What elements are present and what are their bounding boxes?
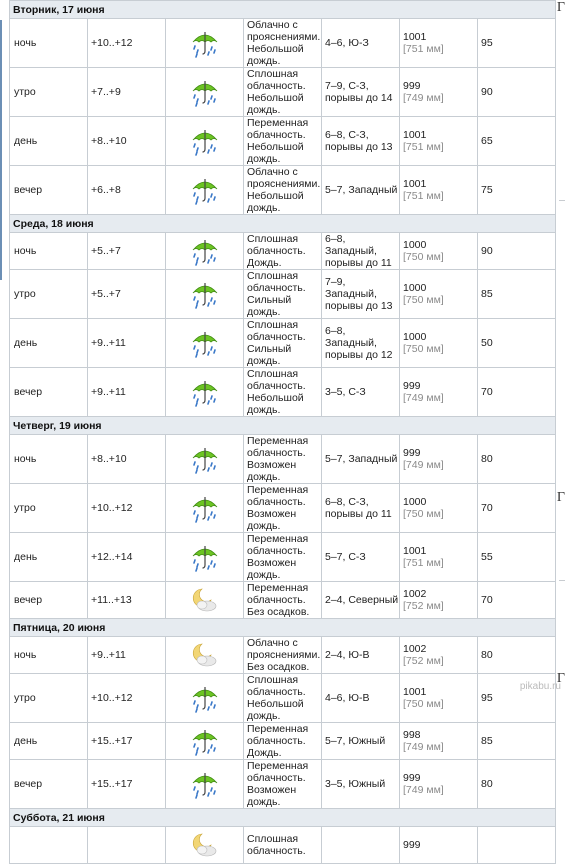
wind xyxy=(322,166,400,215)
wind xyxy=(322,760,400,809)
forecast-row xyxy=(10,582,556,619)
time-of-day: утро xyxy=(10,484,88,533)
pressure-mm: [749 мм] xyxy=(403,784,444,796)
wind-line-2: порывы до 11 xyxy=(325,508,392,520)
conditions-line-1: Облачно с прояснениями. xyxy=(247,637,321,661)
wind-line-1: 6–8, С-З, xyxy=(325,129,369,141)
conditions xyxy=(244,827,322,864)
pressure-mm: [749 мм] xyxy=(403,392,444,404)
forecast-row xyxy=(10,723,556,760)
temperature: +10..+12 xyxy=(88,19,166,68)
pressure-mm: [751 мм] xyxy=(403,557,444,569)
conditions-line-2: Небольшой дождь. xyxy=(247,190,304,214)
time-of-day: утро xyxy=(10,68,88,117)
wind xyxy=(322,674,400,723)
weather-icon-cell xyxy=(166,484,244,533)
temperature: +9..+11 xyxy=(88,319,166,368)
conditions-line-1: Сплошная облачность. xyxy=(247,833,306,857)
wind xyxy=(322,827,400,864)
temperature xyxy=(88,827,166,864)
umbrella-rain-icon xyxy=(166,769,243,799)
humidity: 55 xyxy=(478,533,556,582)
humidity xyxy=(478,827,556,864)
forecast-row xyxy=(10,484,556,533)
umbrella-rain-icon xyxy=(166,77,243,107)
forecast-row xyxy=(10,68,556,117)
humidity: 70 xyxy=(478,582,556,619)
temperature: +15..+17 xyxy=(88,760,166,809)
day-header-row xyxy=(10,215,556,233)
conditions xyxy=(244,533,322,582)
wind xyxy=(322,484,400,533)
humidity: 75 xyxy=(478,166,556,215)
conditions-line-1: Сплошная облачность. xyxy=(247,233,306,257)
time-of-day: ночь xyxy=(10,637,88,674)
wind-line-1: 5–7, Западный xyxy=(325,453,398,465)
wind-line-1: 3–5, Южный xyxy=(325,778,386,790)
conditions-line-2: Дождь. xyxy=(247,257,282,269)
forecast-row xyxy=(10,319,556,368)
umbrella-rain-icon xyxy=(166,28,243,58)
conditions-line-2: Возможен дождь. xyxy=(247,557,297,581)
conditions-line-2: Небольшой дождь. xyxy=(247,92,304,116)
forecast-row xyxy=(10,637,556,674)
conditions xyxy=(244,582,322,619)
conditions xyxy=(244,166,322,215)
time-of-day: ночь xyxy=(10,435,88,484)
conditions-line-2: Небольшой дождь. xyxy=(247,698,304,722)
left-scroll-indicator xyxy=(0,20,2,280)
side-divider xyxy=(559,200,565,201)
day-header-row xyxy=(10,417,556,435)
pressure-hpa: 1000 xyxy=(403,496,427,508)
watermark: pikabu.ru xyxy=(519,681,561,692)
day-header: Пятница, 20 июня xyxy=(10,619,556,637)
wind-line-1: 2–4, Северный xyxy=(325,594,399,606)
forecast-row xyxy=(10,760,556,809)
conditions-line-2: Без осадков. xyxy=(247,606,310,618)
wind-line-1: 6–8, Западный, xyxy=(325,233,377,257)
weather-icon-cell xyxy=(166,435,244,484)
humidity: 95 xyxy=(478,674,556,723)
edge-char: Г xyxy=(556,671,565,686)
conditions-line-2: Без осадков. xyxy=(247,661,310,673)
day-header-row xyxy=(10,809,556,827)
forecast-row xyxy=(10,827,556,864)
pressure-hpa: 1000 xyxy=(403,239,427,251)
humidity: 85 xyxy=(478,270,556,319)
conditions-line-2: Сильный дождь. xyxy=(247,343,292,367)
conditions xyxy=(244,484,322,533)
weather-icon-cell xyxy=(166,637,244,674)
conditions-line-1: Переменная облачность. xyxy=(247,533,309,557)
pressure xyxy=(400,68,478,117)
pressure-hpa: 999 xyxy=(403,80,421,92)
conditions-line-1: Сплошная облачность. xyxy=(247,68,306,92)
pressure-mm: [750 мм] xyxy=(403,508,444,520)
conditions xyxy=(244,723,322,760)
conditions-line-1: Сплошная облачность. xyxy=(247,270,306,294)
humidity: 65 xyxy=(478,117,556,166)
pressure xyxy=(400,233,478,270)
pressure-hpa: 1001 xyxy=(403,545,427,557)
weather-icon-cell xyxy=(166,319,244,368)
wind-line-1: 3–5, С-З xyxy=(325,386,366,398)
umbrella-rain-icon xyxy=(166,683,243,713)
temperature: +5..+7 xyxy=(88,233,166,270)
wind xyxy=(322,270,400,319)
conditions xyxy=(244,368,322,417)
temperature: +6..+8 xyxy=(88,166,166,215)
humidity: 70 xyxy=(478,368,556,417)
wind-line-1: 5–7, Западный xyxy=(325,184,398,196)
humidity: 80 xyxy=(478,760,556,809)
pressure-hpa: 999 xyxy=(403,772,421,784)
conditions-line-1: Облачно с прояснениями. xyxy=(247,166,321,190)
conditions xyxy=(244,637,322,674)
pressure-hpa: 1002 xyxy=(403,643,427,655)
time-of-day: вечер xyxy=(10,166,88,215)
day-header: Суббота, 21 июня xyxy=(10,809,556,827)
temperature: +10..+12 xyxy=(88,484,166,533)
conditions-line-1: Переменная облачность. xyxy=(247,723,309,747)
forecast-row xyxy=(10,674,556,723)
pressure xyxy=(400,484,478,533)
wind xyxy=(322,19,400,68)
pressure xyxy=(400,19,478,68)
wind xyxy=(322,435,400,484)
day-header: Среда, 18 июня xyxy=(10,215,556,233)
pressure-mm: [749 мм] xyxy=(403,741,444,753)
wind xyxy=(322,117,400,166)
conditions-line-1: Переменная облачность. xyxy=(247,117,309,141)
time-of-day: день xyxy=(10,319,88,368)
pressure-mm: [750 мм] xyxy=(403,294,444,306)
pressure-hpa: 999 xyxy=(403,447,421,459)
humidity: 80 xyxy=(478,435,556,484)
conditions-line-2: Дождь. xyxy=(247,747,282,759)
time-of-day: день xyxy=(10,533,88,582)
wind xyxy=(322,582,400,619)
pressure-mm: [750 мм] xyxy=(403,698,444,710)
temperature: +10..+12 xyxy=(88,674,166,723)
umbrella-rain-icon xyxy=(166,328,243,358)
umbrella-rain-icon xyxy=(166,236,243,266)
time-of-day: ночь xyxy=(10,233,88,270)
forecast-table xyxy=(9,0,556,864)
pressure-mm: [750 мм] xyxy=(403,251,444,263)
umbrella-rain-icon xyxy=(166,444,243,474)
weather-icon-cell xyxy=(166,674,244,723)
pressure-mm: [751 мм] xyxy=(403,141,444,153)
weather-icon-cell xyxy=(166,166,244,215)
wind xyxy=(322,233,400,270)
day-header-row xyxy=(10,619,556,637)
humidity: 70 xyxy=(478,484,556,533)
pressure-mm: [752 мм] xyxy=(403,655,444,667)
temperature: +8..+10 xyxy=(88,435,166,484)
time-of-day: утро xyxy=(10,270,88,319)
conditions-line-2: Возможен дождь. xyxy=(247,459,297,483)
conditions xyxy=(244,319,322,368)
pressure xyxy=(400,319,478,368)
conditions-line-1: Сплошная облачность. xyxy=(247,368,306,392)
conditions-line-1: Сплошная облачность. xyxy=(247,319,306,343)
wind-line-2: порывы до 12 xyxy=(325,349,393,361)
wind-line-1: 4–6, Ю-З xyxy=(325,37,369,49)
forecast-row xyxy=(10,435,556,484)
wind xyxy=(322,319,400,368)
conditions-line-1: Переменная облачность. xyxy=(247,484,309,508)
humidity: 90 xyxy=(478,233,556,270)
temperature: +9..+11 xyxy=(88,637,166,674)
pressure xyxy=(400,533,478,582)
pressure xyxy=(400,760,478,809)
temperature: +15..+17 xyxy=(88,723,166,760)
time-of-day: день xyxy=(10,117,88,166)
weather-icon-cell xyxy=(166,117,244,166)
humidity: 85 xyxy=(478,723,556,760)
pressure-mm: [752 мм] xyxy=(403,600,444,612)
side-divider xyxy=(559,580,565,581)
weather-icon-cell xyxy=(166,760,244,809)
pressure xyxy=(400,827,478,864)
forecast-row xyxy=(10,166,556,215)
umbrella-rain-icon xyxy=(166,542,243,572)
conditions-line-1: Сплошная облачность. xyxy=(247,674,306,698)
time-of-day: вечер xyxy=(10,582,88,619)
time-of-day: день xyxy=(10,723,88,760)
pressure xyxy=(400,723,478,760)
conditions xyxy=(244,117,322,166)
forecast-row xyxy=(10,368,556,417)
pressure xyxy=(400,117,478,166)
pressure-hpa: 999 xyxy=(403,380,421,392)
conditions xyxy=(244,435,322,484)
wind xyxy=(322,723,400,760)
pressure xyxy=(400,637,478,674)
umbrella-rain-icon xyxy=(166,279,243,309)
conditions xyxy=(244,270,322,319)
pressure xyxy=(400,582,478,619)
conditions-line-1: Переменная облачность. xyxy=(247,582,309,606)
wind-line-1: 7–9, Западный, xyxy=(325,276,377,300)
conditions-line-1: Облачно с прояснениями. xyxy=(247,19,321,43)
time-of-day: ночь xyxy=(10,19,88,68)
humidity: 50 xyxy=(478,319,556,368)
humidity: 80 xyxy=(478,637,556,674)
time-of-day xyxy=(10,827,88,864)
umbrella-rain-icon xyxy=(166,377,243,407)
temperature: +8..+10 xyxy=(88,117,166,166)
forecast-row xyxy=(10,270,556,319)
moon-cloud-icon xyxy=(166,830,243,860)
temperature: +11..+13 xyxy=(88,582,166,619)
umbrella-rain-icon xyxy=(166,126,243,156)
pressure xyxy=(400,368,478,417)
pressure-hpa: 1000 xyxy=(403,282,427,294)
moon-cloud-icon xyxy=(166,640,243,670)
humidity: 95 xyxy=(478,19,556,68)
conditions-line-2: Небольшой дождь. xyxy=(247,43,304,67)
pressure xyxy=(400,166,478,215)
pressure-hpa: 1001 xyxy=(403,686,427,698)
pressure-hpa: 998 xyxy=(403,729,421,741)
day-header: Вторник, 17 июня xyxy=(10,1,556,19)
forecast-row xyxy=(10,19,556,68)
pressure-mm: [749 мм] xyxy=(403,459,444,471)
wind-line-1: 5–7, Южный xyxy=(325,735,386,747)
pressure-hpa: 1001 xyxy=(403,129,427,141)
conditions xyxy=(244,19,322,68)
pressure-mm: [751 мм] xyxy=(403,190,444,202)
pressure-hpa: 1001 xyxy=(403,31,427,43)
weather-icon-cell xyxy=(166,723,244,760)
umbrella-rain-icon xyxy=(166,175,243,205)
pressure-mm: [750 мм] xyxy=(403,343,444,355)
wind-line-1: 5–7, С-З xyxy=(325,551,366,563)
pressure-hpa: 999 xyxy=(403,839,421,851)
time-of-day: утро xyxy=(10,674,88,723)
pressure xyxy=(400,270,478,319)
conditions-line-2: Возможен дождь. xyxy=(247,784,297,808)
wind-line-1: 7–9, С-З, xyxy=(325,80,369,92)
conditions-line-2: Сильный дождь. xyxy=(247,294,292,318)
wind-line-2: порывы до 13 xyxy=(325,300,393,312)
temperature: +12..+14 xyxy=(88,533,166,582)
wind xyxy=(322,368,400,417)
weather-icon-cell xyxy=(166,270,244,319)
time-of-day: вечер xyxy=(10,368,88,417)
day-header-row xyxy=(10,1,556,19)
pressure-mm: [751 мм] xyxy=(403,43,444,55)
conditions xyxy=(244,68,322,117)
weather-icon-cell xyxy=(166,827,244,864)
umbrella-rain-icon xyxy=(166,493,243,523)
time-of-day: вечер xyxy=(10,760,88,809)
weather-icon-cell xyxy=(166,533,244,582)
wind xyxy=(322,637,400,674)
conditions-line-2: Небольшой дождь. xyxy=(247,141,304,165)
humidity: 90 xyxy=(478,68,556,117)
pressure-hpa: 1001 xyxy=(403,178,427,190)
wind-line-2: порывы до 14 xyxy=(325,92,393,104)
umbrella-rain-icon xyxy=(166,726,243,756)
wind-line-1: 2–4, Ю-В xyxy=(325,649,370,661)
day-header: Четверг, 19 июня xyxy=(10,417,556,435)
conditions-line-2: Небольшой дождь. xyxy=(247,392,304,416)
conditions-line-1: Переменная облачность. xyxy=(247,435,309,459)
conditions-line-1: Переменная облачность. xyxy=(247,760,309,784)
wind-line-1: 6–8, Западный, xyxy=(325,325,377,349)
weather-icon-cell xyxy=(166,19,244,68)
wind-line-1: 6–8, С-З, xyxy=(325,496,369,508)
conditions-line-2: Возможен дождь. xyxy=(247,508,297,532)
edge-char: Г xyxy=(556,0,565,15)
forecast-row xyxy=(10,233,556,270)
conditions xyxy=(244,674,322,723)
pressure xyxy=(400,674,478,723)
temperature: +9..+11 xyxy=(88,368,166,417)
wind xyxy=(322,68,400,117)
wind xyxy=(322,533,400,582)
temperature: +7..+9 xyxy=(88,68,166,117)
conditions xyxy=(244,760,322,809)
temperature: +5..+7 xyxy=(88,270,166,319)
edge-char: Г xyxy=(556,490,565,505)
weather-icon-cell xyxy=(166,233,244,270)
wind-line-1: 4–6, Ю-В xyxy=(325,692,370,704)
wind-line-2: порывы до 11 xyxy=(325,257,392,269)
weather-icon-cell xyxy=(166,582,244,619)
pressure-mm: [749 мм] xyxy=(403,92,444,104)
forecast-row xyxy=(10,533,556,582)
pressure-hpa: 1000 xyxy=(403,331,427,343)
pressure-hpa: 1002 xyxy=(403,588,427,600)
weather-icon-cell xyxy=(166,68,244,117)
pressure xyxy=(400,435,478,484)
moon-cloud-icon xyxy=(166,585,243,615)
conditions xyxy=(244,233,322,270)
forecast-row xyxy=(10,117,556,166)
wind-line-2: порывы до 13 xyxy=(325,141,393,153)
weather-icon-cell xyxy=(166,368,244,417)
